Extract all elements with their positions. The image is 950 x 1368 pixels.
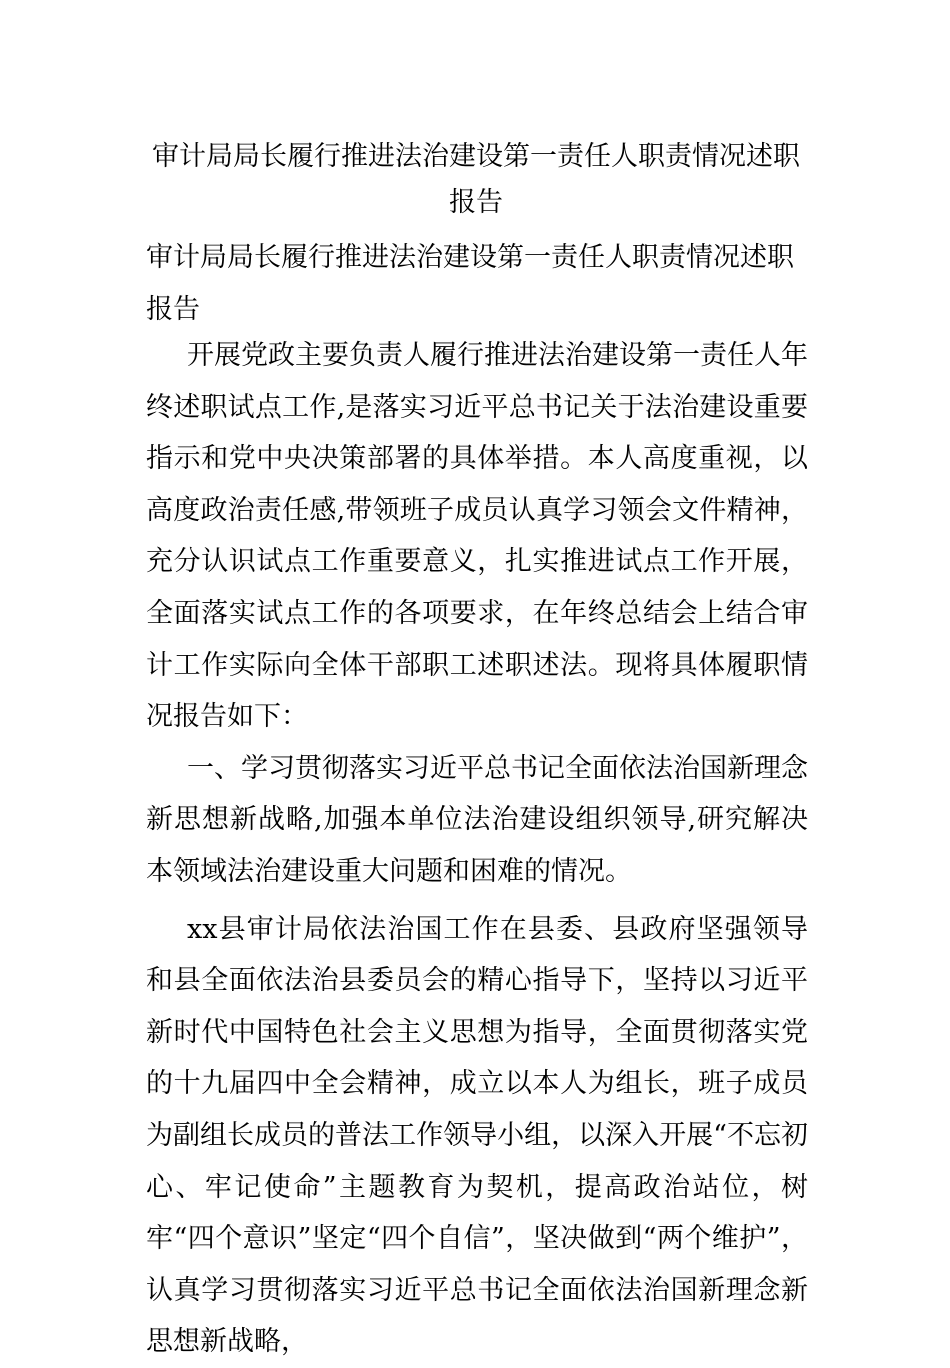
paragraph-intro: 开展党政主要负责人履行推进法治建设第一责任人年终述职试点工作,是落实习近平总书记关于法治建设重要指示和党中央决策部署的具体举措。本人高度重视，以高度政治责任感,带领班子成员认真学习领会文件精神，充分认识试点工作重要意义，扎实推进试点工作开展，全面落实试点工作的各项要求，在年终总结会上结合审计工作实际向全体干部职工述职述法。现将具体履职情况报告如下： [146, 340, 808, 733]
paragraph-body: xx县审计局依法治国工作在县委、县政府坚强领导和县全面依法治县委员会的精心指导下，坚持以习近平新时代中国特色社会主义思想为指导，全面贯彻落实党的十九届四中全会精神，成立以本人为组长，班子成员为副组长成员的普法工作领导小组，以深入开展“不忘初心、牢记使命”主题教育为契机，提高政治站位，树牢“四个意识”坚定“四个自信”，坚决做到“两个维护”，认真学习贯彻落实习近平总书记全面依法治国新理念新思想新战略， [146, 913, 808, 1358]
document-title: 审计局局长履行推进法治建设第一责任人职责情况述职报告 [152, 141, 800, 218]
document-subtitle: 审计局局长履行推进法治建设第一责任人职责情况述职报告 [146, 242, 794, 325]
paragraph-section-heading: 一、学习贯彻落实习近平总书记全面依法治国新理念新思想新战略,加强本单位法治建设组织领导,研究解决本领域法治建设重大问题和困难的情况。 [146, 752, 808, 887]
document-body [146, 330, 808, 1368]
